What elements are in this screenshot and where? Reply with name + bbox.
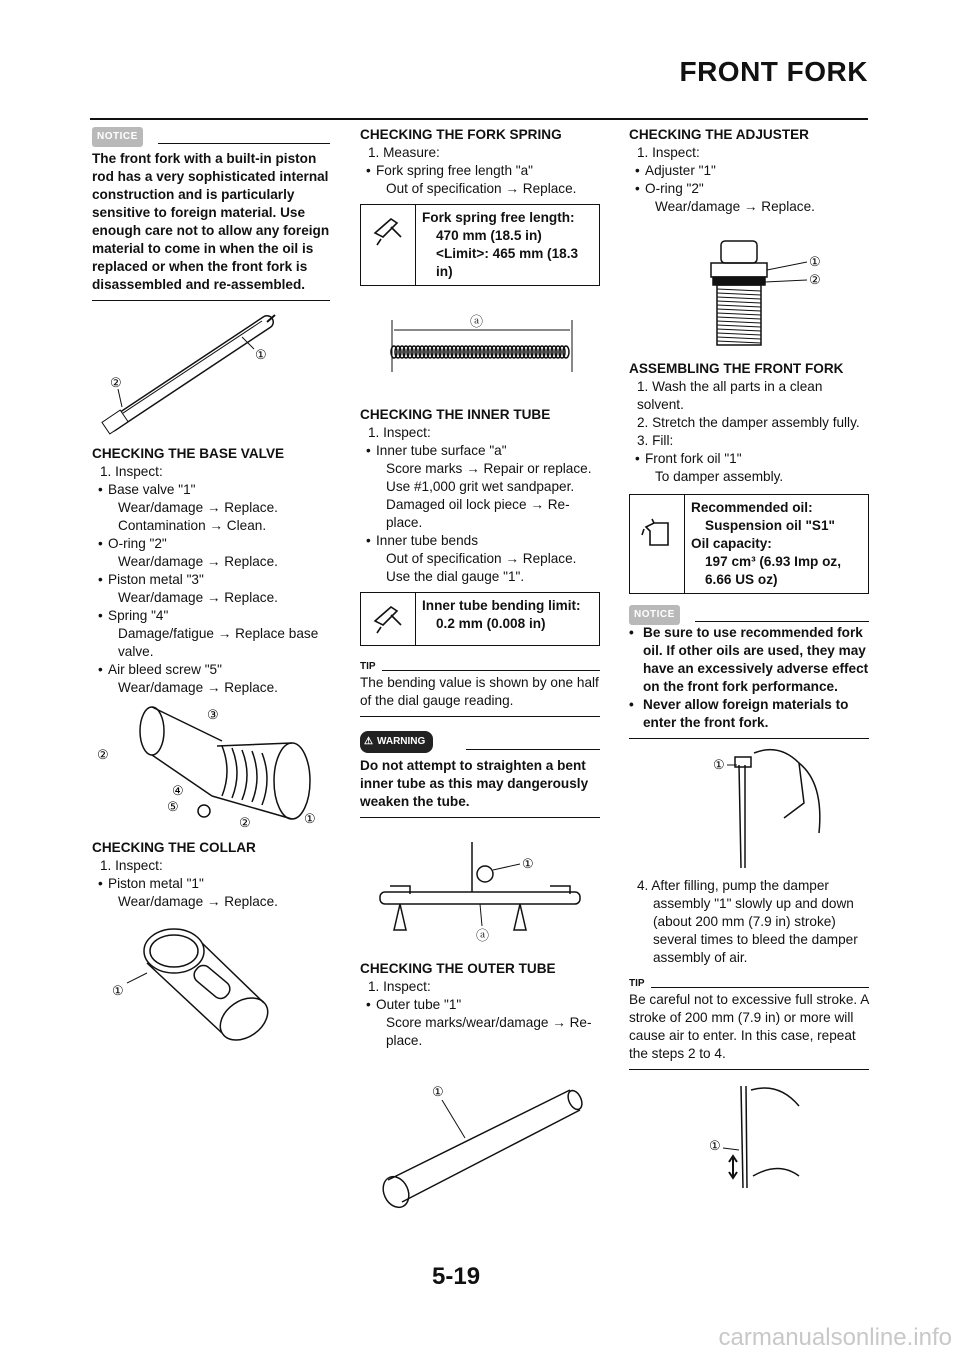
fig2-label-2b: ② bbox=[239, 815, 251, 830]
oil-spec-box: Recommended oil: Suspension oil "S1" Oil capacity: 197 cm³ (6.93 Imp oz, 6.66 US oz) bbox=[629, 494, 869, 594]
page-number: 5-19 bbox=[432, 1263, 481, 1290]
inner-tube-heading: CHECKING THE INNER TUBE bbox=[360, 407, 551, 422]
base-valve-item: • Piston metal "3" bbox=[98, 572, 204, 587]
dial-gauge-figure bbox=[360, 822, 600, 952]
column-2: CHECKING THE FORK SPRING 1. Measure: • Fork spring free length "a" Out of specification → Replace. Fork spring free length: 470 mm (18.5 in) <Limit>: 465 mm (18.3 in) ⓐ CHECKING THE INNER TUBE 1. Inspect: • Inner tube surface "a" Score marks → Repair or replace. Use #1,000 grit wet sandpaper. Damaged oil lock piece → Re-place. • Inner tube bends Out of specification → Replace. Use the dial gauge "1". Inner tube bending limit: 0.2 mm (0.008 in) TIP The bending value is shown by one half of the dial gauge reading. ⚠ WARNING Do not attempt to straighten a bent inner tube as this may dangerously weaken the tube. ① ⓐ CHECKING THE OUTER TUBE 1. Inspect: • Outer tube "1" Score marks/wear/damage → Re-place. ① bbox=[360, 126, 600, 1220]
outer-tube-heading: CHECKING THE OUTER TUBE bbox=[360, 961, 556, 976]
collar-heading: CHECKING THE COLLAR bbox=[92, 840, 256, 855]
step4-text: 4. After filling, pump the damper assembly "1" slowly up and down (about 200 mm (7.9 in) stroke) several times to bleed the damper assembly of air. bbox=[637, 878, 858, 965]
fig-adj-label-1: ① bbox=[809, 254, 821, 269]
notice-header bbox=[92, 126, 330, 144]
fig-pump-label-1: ① bbox=[709, 1138, 721, 1153]
assembling-heading: ASSEMBLING THE FRONT FORK bbox=[629, 361, 844, 376]
notice-end-rule bbox=[92, 300, 330, 301]
notice-text: The front fork with a built-in piston rod has a very sophisticated internal construction and is particularly sensitive to foreign material. Use enough care not to allow any foreign material to come in when the oil is replaced or when the front fork is disassembled and re-assembled. bbox=[92, 151, 330, 292]
oil-can-icon bbox=[630, 495, 685, 593]
column-1: NOTICE The front fork with a built-in piston rod has a very sophisticated internal construction and is particularly sensitive to foreign material. Use enough care not to allow any foreign material to come in when the oil is replaced or when the front fork is disassembled and re-assembled. ① ② CHECKING THE BASE VALVE 1. Inspect: • Base valve "1" Wear/damage → Replace. Contamination → Clean. • O-ring "2" Wear/damage → Replace. • Piston metal "3" Wear/damage → Replace. • Spring "4" Damage/fatigue → Replace base valve. • Air bleed screw "5" Wear/damage → Replace. ③ ② ④ ⑤ ② ① CHECKING THE COLLAR 1. Inspect: • Piston metal "1" Wear/damage → Replace. ① bbox=[92, 126, 330, 1043]
fig-fill-label-1: ① bbox=[713, 757, 725, 772]
warning-text: Do not attempt to straighten a bent inner tube as this may dangerously weaken the tube. bbox=[360, 758, 589, 809]
base-valve-assembly-figure bbox=[92, 701, 330, 831]
collar-figure bbox=[92, 923, 330, 1043]
fig-outer-label-1: ① bbox=[432, 1084, 444, 1099]
page-title: FRONT FORK bbox=[679, 56, 868, 87]
notice-badge: NOTICE bbox=[92, 127, 143, 147]
fig-gauge-label-1: ① bbox=[522, 856, 534, 871]
base-valve-item: • Spring "4" bbox=[98, 608, 169, 623]
header-rule bbox=[90, 118, 868, 120]
up-down-arrow-icon bbox=[729, 1156, 737, 1178]
base-valve-step1: 1. Inspect: bbox=[100, 464, 163, 479]
fig1-label-1: ① bbox=[255, 347, 267, 362]
fig-spring-label-a: ⓐ bbox=[470, 314, 484, 329]
base-valve-heading: CHECKING THE BASE VALVE bbox=[92, 446, 285, 461]
notice-header: NOTICE bbox=[629, 604, 869, 622]
outer-tube-figure bbox=[360, 1070, 600, 1220]
oil-fill-figure bbox=[629, 743, 869, 873]
base-valve-figure bbox=[92, 307, 330, 437]
caliper-icon bbox=[361, 593, 416, 645]
spring-heading: CHECKING THE FORK SPRING bbox=[360, 127, 562, 142]
warning-header bbox=[360, 731, 600, 753]
adjuster-heading: CHECKING THE ADJUSTER bbox=[629, 127, 810, 142]
warning-icon: ⚠ bbox=[364, 736, 373, 747]
inner-tube-spec-box: Inner tube bending limit: 0.2 mm (0.008 in) bbox=[360, 592, 600, 646]
fork-spring-figure bbox=[360, 290, 600, 400]
fig3-label-1: ① bbox=[112, 983, 124, 998]
base-valve-item: • Base valve "1" bbox=[98, 482, 196, 497]
tip-text: The bending value is shown by one half of the dial gauge reading. bbox=[360, 675, 599, 708]
fig-adj-label-2: ② bbox=[809, 272, 821, 287]
watermark: carmanualsonline.info bbox=[718, 1324, 952, 1351]
spring-spec-box: Fork spring free length: 470 mm (18.5 in) <Limit>: 465 mm (18.3 in) bbox=[360, 204, 600, 286]
fig2-label-2a: ② bbox=[97, 747, 109, 762]
fig2-label-5: ⑤ bbox=[167, 799, 179, 814]
base-valve-item: • O-ring "2" bbox=[98, 536, 167, 551]
base-valve-item: • Air bleed screw "5" bbox=[98, 662, 222, 677]
adjuster-figure bbox=[629, 226, 869, 356]
fig-gauge-label-a: ⓐ bbox=[476, 928, 490, 943]
fig2-label-1: ① bbox=[304, 811, 316, 826]
column-3: CHECKING THE ADJUSTER 1. Inspect: • Adjuster "1" • O-ring "2" Wear/damage → Replace. ① ② ASSEMBLING THE FRONT FORK 1. Wash the all parts in a clean solvent. 2. Stretch the damper assembly fully. 3. Fill: • Front fork oil "1" To damper assembly. Recommended oil: Suspension oil "S1" Oil capacity: 197 cm³ (6.93 Imp oz, 6.66 US oz) NOTICE • Be sure to use recommended fork oil. If other oils are used, they may have an excessively adverse effect on the front fork performance. • Never allow foreign materials to enter the front fork. ① 4. After filling, pump the damper assembly "1" slowly up and down (about 200 mm (7.9 in) stroke) several times to bleed the damper assembly of air. TIP Be careful not to excessive full stroke. A stroke of 200 mm (7.9 in) or more will cause air to enter. In this case, repeat the steps 2 to 4. ① bbox=[629, 126, 869, 1196]
pump-figure bbox=[629, 1076, 869, 1196]
fig1-label-2: ② bbox=[110, 375, 122, 390]
fig2-label-3: ③ bbox=[207, 707, 219, 722]
warning-badge: ⚠ WARNING bbox=[360, 731, 433, 753]
tip-header: TIP bbox=[629, 975, 869, 991]
tip-header: TIP bbox=[360, 658, 600, 674]
fig2-label-4: ④ bbox=[172, 783, 184, 798]
caliper-icon bbox=[361, 205, 416, 285]
tip-text: Be careful not to excessive full stroke. A stroke of 200 mm (7.9 in) or more will cause air to enter. In this case, repeat the steps 2 to 4. bbox=[629, 992, 869, 1061]
